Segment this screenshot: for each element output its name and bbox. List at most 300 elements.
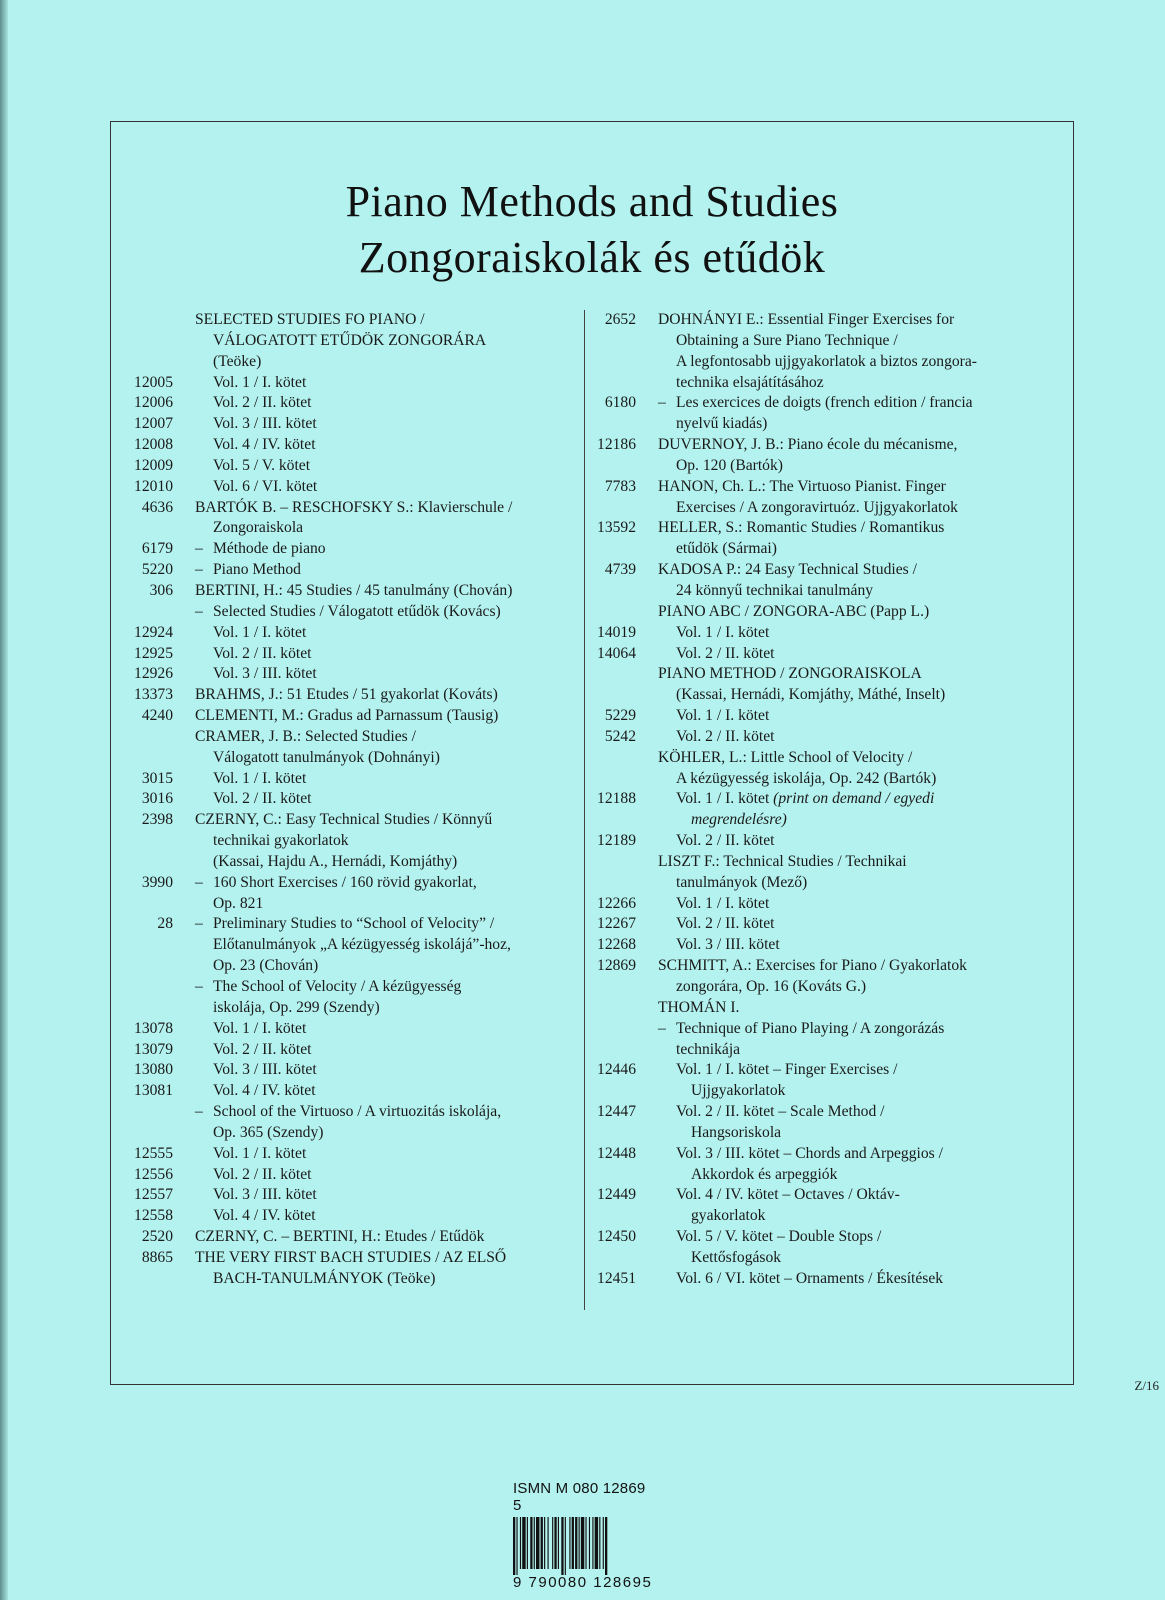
left-entry-line xyxy=(111,331,561,352)
entry-text: Vol. 1 / I. kötet xyxy=(213,373,307,391)
barcode-bar xyxy=(575,1517,577,1569)
left-entry-line xyxy=(111,477,561,498)
catalog-number: 3990 xyxy=(141,873,173,891)
catalog-column-right xyxy=(586,310,1066,1290)
entry-text: nyelvű kiadás) xyxy=(676,415,768,433)
catalog-number: 2520 xyxy=(141,1228,173,1246)
barcode-bar xyxy=(513,1517,515,1575)
entry-text: 24 könnyű technikai tanulmány xyxy=(676,581,874,599)
catalog-number xyxy=(586,539,636,560)
catalog-number: 13592 xyxy=(597,519,636,537)
left-entry-line xyxy=(111,1019,561,1040)
catalog-number: 12925 xyxy=(134,644,173,662)
entry-text: – Méthode de piano xyxy=(195,540,326,558)
barcode-bar xyxy=(581,1517,584,1569)
entry-text: Vol. 3 / III. kötet xyxy=(213,415,317,433)
left-entry-line xyxy=(111,685,561,706)
right-entry-line xyxy=(586,1269,1066,1290)
entry-text: – The School of Velocity / A kézügyesség xyxy=(195,978,462,995)
catalog-number: 3015 xyxy=(141,769,173,787)
catalog-number xyxy=(586,1040,636,1061)
entry-text: Vol. 3 / III. kötet xyxy=(213,1186,317,1204)
left-entry-line xyxy=(111,998,561,1019)
entry-text: Zongoraiskola xyxy=(213,519,304,537)
barcode-bar xyxy=(572,1517,574,1569)
entry-text: Vol. 1 / I. kötet xyxy=(213,623,307,641)
left-entry-line xyxy=(111,414,561,435)
left-entry-line xyxy=(111,393,561,414)
barcode-bar xyxy=(569,1517,570,1569)
catalog-number xyxy=(586,373,636,394)
left-entry-line xyxy=(111,935,561,956)
catalog-number xyxy=(586,331,636,352)
left-entry-line xyxy=(111,894,561,915)
entry-text: – Piano Method xyxy=(195,561,301,579)
right-entry-line xyxy=(586,1185,1066,1206)
right-entry-line xyxy=(586,1019,1066,1040)
entry-text: VÁLOGATOTT ETŰDÖK ZONGORÁRA xyxy=(213,331,487,349)
left-entry-line xyxy=(111,1060,561,1081)
entry-text: etűdök (Sármai) xyxy=(676,540,777,558)
entry-text: – Les exercices de doigts (french edition / francia xyxy=(658,394,973,412)
entry-text: Vol. 2 / II. kötet xyxy=(213,790,312,808)
barcode-bar xyxy=(558,1517,559,1569)
catalog-number: 6180 xyxy=(604,394,636,412)
catalog-number xyxy=(586,998,636,1019)
catalog-number: 12447 xyxy=(597,1103,636,1121)
barcode-bar xyxy=(516,1517,517,1575)
catalog-number xyxy=(586,685,636,706)
left-entry-line xyxy=(111,1165,561,1186)
entry-text: – Preliminary Studies to “School of Velocity” / xyxy=(195,915,495,933)
catalog-number: 12558 xyxy=(134,1207,173,1225)
left-entry-line xyxy=(111,664,561,685)
catalog-number xyxy=(586,977,636,998)
right-entry-line xyxy=(586,435,1066,456)
entry-text: Előtanulmányok „A kézügyesség iskolájá”-hoz, xyxy=(213,936,511,954)
entry-text: Vol. 4 / IV. kötet xyxy=(213,1207,316,1225)
right-entry-line xyxy=(586,1060,1066,1081)
entry-text: PIANO ABC / ZONGORA-ABC (Papp L.) xyxy=(658,602,930,620)
right-entry-line xyxy=(586,789,1066,810)
entry-text: PIANO METHOD / ZONGORAISKOLA xyxy=(658,665,922,683)
right-entry-line xyxy=(586,831,1066,852)
catalog-number: 2652 xyxy=(604,311,636,328)
entry-text: (Kassai, Hajdu A., Hernádi, Komjáthy) xyxy=(213,852,458,870)
right-entry-line xyxy=(586,352,1066,373)
catalog-number: 12188 xyxy=(597,790,636,808)
entry-text: LISZT F.: Technical Studies / Technikai xyxy=(658,852,907,870)
entry-text: – School of the Virtuoso / A virtuozitás iskolája, xyxy=(195,1103,502,1121)
entry-text: Ujjgyakorlatok xyxy=(691,1082,786,1100)
catalog-number xyxy=(111,831,173,852)
right-entry-line xyxy=(586,1206,1066,1227)
entry-text: CRAMER, J. B.: Selected Studies / xyxy=(195,727,416,745)
barcode-bar xyxy=(592,1517,593,1569)
entry-text: Exercises / A zongoravirtuóz. Ujjgyakorlatok xyxy=(676,498,958,516)
left-entry-line xyxy=(111,435,561,456)
barcode-bar xyxy=(595,1517,598,1569)
catalog-number xyxy=(111,352,173,373)
barcode-bar xyxy=(605,1517,607,1575)
catalog-number xyxy=(111,852,173,873)
left-entry-line xyxy=(111,560,561,581)
right-entry-line xyxy=(586,706,1066,727)
catalog-number: 4739 xyxy=(604,561,636,579)
catalog-number: 12009 xyxy=(134,456,173,474)
left-entry-line xyxy=(111,373,561,394)
catalog-number xyxy=(111,977,173,998)
catalog-frame xyxy=(110,121,1074,1385)
catalog-number xyxy=(111,1269,173,1290)
entry-text: Vol. 3 / III. kötet xyxy=(213,665,317,683)
catalog-number xyxy=(111,331,173,352)
catalog-number: 13079 xyxy=(134,1040,173,1058)
right-entry-line xyxy=(586,664,1066,685)
left-entry-line xyxy=(111,1123,561,1144)
right-entry-line xyxy=(586,1227,1066,1248)
right-entry-line xyxy=(586,331,1066,352)
entry-text: (Kassai, Hernádi, Komjáthy, Máthé, Inselt) xyxy=(676,686,946,704)
right-entry-line xyxy=(586,414,1066,435)
catalog-number: 13373 xyxy=(134,686,173,704)
catalog-number: 2398 xyxy=(141,811,173,829)
entry-text: technikai gyakorlatok xyxy=(213,832,349,850)
catalog-number: 12869 xyxy=(597,957,636,975)
catalog-number: 12268 xyxy=(597,936,636,954)
barcode-bar xyxy=(548,1517,549,1569)
barcode-bar xyxy=(544,1517,545,1569)
entry-text: Hangsoriskola xyxy=(691,1123,782,1141)
left-entry-line xyxy=(111,727,561,748)
entry-text: Vol. 1 / I. kötet – Finger Exercises / xyxy=(676,1061,898,1079)
barcode-bar xyxy=(603,1517,604,1569)
catalog-number xyxy=(586,748,636,769)
left-entry-line xyxy=(111,831,561,852)
catalog-number xyxy=(111,727,173,748)
entry-text: Vol. 3 / III. kötet xyxy=(676,936,780,954)
catalog-number xyxy=(111,518,173,539)
catalog-number: 12926 xyxy=(134,665,173,683)
left-entry-line xyxy=(111,1102,561,1123)
left-entry-line xyxy=(111,539,561,560)
entry-text: Válogatott tanulmányok (Dohnányi) xyxy=(213,748,440,766)
entry-text: Vol. 3 / III. kötet xyxy=(213,1061,317,1079)
catalog-number: 8865 xyxy=(141,1248,173,1266)
catalog-number: 12010 xyxy=(134,477,173,495)
barcode-bar xyxy=(541,1517,543,1569)
entry-text: BARTÓK B. – RESCHOFSKY S.: Klavierschule / xyxy=(195,498,513,516)
catalog-number xyxy=(586,810,636,831)
entry-text: Op. 365 (Szendy) xyxy=(213,1123,324,1141)
right-entry-line xyxy=(586,935,1066,956)
catalog-number xyxy=(111,998,173,1019)
entry-text: technikája xyxy=(676,1040,741,1058)
catalog-number xyxy=(586,1248,636,1269)
entry-text: zongorára, Op. 16 (Kováts G.) xyxy=(676,978,867,995)
right-entry-line xyxy=(586,644,1066,665)
column-divider xyxy=(584,310,585,1310)
right-entry-line xyxy=(586,1040,1066,1061)
entry-text: Vol. 4 / IV. kötet xyxy=(213,1082,316,1100)
barcode-bar xyxy=(530,1517,532,1569)
entry-text: Vol. 3 / III. kötet – Chords and Arpeggios / xyxy=(676,1144,943,1162)
entry-text: Vol. 2 / II. kötet xyxy=(213,1040,312,1058)
entry-text: CZERNY, C.: Easy Technical Studies / Könnyű xyxy=(195,811,493,829)
right-entry-line xyxy=(586,1165,1066,1186)
left-entry-line xyxy=(111,1248,561,1269)
catalog-number xyxy=(111,1123,173,1144)
right-entry-line xyxy=(586,518,1066,539)
barcode-bar xyxy=(536,1517,539,1569)
catalog-number: 5220 xyxy=(141,561,173,579)
entry-text: gyakorlatok xyxy=(691,1207,766,1225)
right-entry-line xyxy=(586,373,1066,394)
entry-text: Vol. 6 / VI. kötet – Ornaments / Ékesítések xyxy=(676,1269,944,1287)
right-entry-line xyxy=(586,456,1066,477)
barcode-bar xyxy=(599,1517,600,1569)
entry-text: Vol. 5 / V. kötet xyxy=(213,456,311,474)
left-entry-line xyxy=(111,1185,561,1206)
left-entry-line xyxy=(111,852,561,873)
entry-text: DOHNÁNYI E.: Essential Finger Exercises for xyxy=(658,311,955,328)
right-entry-line xyxy=(586,498,1066,519)
entry-text: Op. 23 (Chován) xyxy=(213,957,319,975)
right-entry-line xyxy=(586,581,1066,602)
entry-text: Kettősfogások xyxy=(691,1248,782,1266)
left-entry-line xyxy=(111,498,561,519)
right-entry-line xyxy=(586,539,1066,560)
catalog-number: 12008 xyxy=(134,436,173,454)
catalog-number xyxy=(586,873,636,894)
left-entry-line xyxy=(111,623,561,644)
catalog-number xyxy=(586,498,636,519)
entry-text: Vol. 2 / II. kötet – Scale Method / xyxy=(676,1103,885,1121)
left-entry-line xyxy=(111,1269,561,1290)
catalog-number xyxy=(586,414,636,435)
left-entry-line xyxy=(111,456,561,477)
right-entry-line xyxy=(586,1102,1066,1123)
right-entry-line xyxy=(586,477,1066,498)
right-entry-line xyxy=(586,560,1066,581)
left-entry-line xyxy=(111,602,561,623)
catalog-number: 12006 xyxy=(134,394,173,412)
barcode-bar xyxy=(589,1517,590,1569)
catalog-number: 13080 xyxy=(134,1061,173,1079)
right-entry-line xyxy=(586,310,1066,331)
left-entry-line xyxy=(111,914,561,935)
entry-text: BERTINI, H.: 45 Studies / 45 tanulmány (Chován) xyxy=(195,581,513,599)
entry-text: A legfontosabb ujjgyakorlatok a biztos zongora- xyxy=(676,352,977,370)
catalog-number: 6179 xyxy=(141,540,173,558)
title-english: Piano Methods and Studies xyxy=(345,177,839,226)
title-hungarian: Zongoraiskolák és etűdök xyxy=(358,233,826,282)
catalog-number xyxy=(111,956,173,977)
right-entry-line xyxy=(586,977,1066,998)
right-entry-line xyxy=(586,914,1066,935)
barcode-bar xyxy=(520,1517,521,1569)
catalog-number: 12007 xyxy=(134,415,173,433)
barcode xyxy=(513,1517,647,1575)
catalog-number xyxy=(586,456,636,477)
right-entry-line xyxy=(586,623,1066,644)
left-entry-line xyxy=(111,1081,561,1102)
entry-text: technika elsajátításához xyxy=(676,373,824,391)
left-entry-line xyxy=(111,789,561,810)
entry-text: KÖHLER, L.: Little School of Velocity / xyxy=(658,748,913,766)
entry-text: BACH-TANULMÁNYOK (Teöke) xyxy=(213,1269,436,1287)
catalog-number: 3016 xyxy=(141,790,173,808)
entry-text: Vol. 2 / II. kötet xyxy=(676,915,775,933)
entry-text: Vol. 2 / II. kötet xyxy=(676,644,775,662)
catalog-number xyxy=(586,769,636,790)
entry-text: SCHMITT, A.: Exercises for Piano / Gyakorlatok xyxy=(658,957,967,975)
entry-text: BRAHMS, J.: 51 Etudes / 51 gyakorlat (Kováts) xyxy=(195,686,498,704)
catalog-number xyxy=(586,1019,636,1040)
right-entry-line xyxy=(586,1144,1066,1165)
entry-text: Vol. 1 / I. kötet xyxy=(213,1019,307,1037)
right-entry-line xyxy=(586,873,1066,894)
left-entry-line xyxy=(111,518,561,539)
catalog-column-left xyxy=(111,310,561,1290)
catalog-number: 12448 xyxy=(597,1144,636,1162)
entry-text: Vol. 2 / II. kötet xyxy=(213,394,312,412)
catalog-number: 4636 xyxy=(141,498,173,516)
barcode-bar xyxy=(522,1517,525,1569)
right-entry-line xyxy=(586,852,1066,873)
catalog-number xyxy=(111,935,173,956)
right-entry-line xyxy=(586,810,1066,831)
entry-text: Akkordok és arpeggiók xyxy=(691,1165,838,1183)
left-entry-line xyxy=(111,1227,561,1248)
barcode-number: 9 790080 128695 xyxy=(513,1574,653,1591)
entry-text: CLEMENTI, M.: Gradus ad Parnassum (Tausig) xyxy=(195,707,499,725)
barcode-bar xyxy=(565,1517,566,1575)
left-entry-line xyxy=(111,748,561,769)
right-entry-line xyxy=(586,1123,1066,1144)
catalog-number xyxy=(586,1081,636,1102)
right-entry-line xyxy=(586,998,1066,1019)
catalog-number xyxy=(111,1102,173,1123)
entry-text: HANON, Ch. L.: The Virtuoso Pianist. Finger xyxy=(658,477,946,495)
catalog-number: 12446 xyxy=(597,1061,636,1079)
entry-text: Vol. 4 / IV. kötet xyxy=(213,436,316,454)
entry-text: Vol. 6 / VI. kötet xyxy=(213,477,318,495)
right-entry-line xyxy=(586,602,1066,623)
entry-text: Obtaining a Sure Piano Technique / xyxy=(676,331,898,349)
ismn-label: ISMN M 080 12869 5 xyxy=(513,1480,646,1514)
entry-text: Vol. 1 / I. kötet xyxy=(213,1144,307,1162)
catalog-number: 12450 xyxy=(597,1228,636,1246)
catalog-number: 14019 xyxy=(597,623,636,641)
catalog-number: 5229 xyxy=(604,707,636,725)
left-entry-line xyxy=(111,1206,561,1227)
entry-text: SELECTED STUDIES FO PIANO / xyxy=(195,311,425,328)
catalog-number: 5242 xyxy=(604,727,636,745)
right-entry-line xyxy=(586,685,1066,706)
catalog-number: 12451 xyxy=(597,1269,636,1287)
catalog-number xyxy=(586,602,636,623)
entry-text: THOMÁN I. xyxy=(658,998,740,1016)
entry-text: THE VERY FIRST BACH STUDIES / AZ ELSŐ xyxy=(195,1248,507,1266)
right-entry-line xyxy=(586,1248,1066,1269)
entry-text: Vol. 4 / IV. kötet – Octaves / Oktáv- xyxy=(676,1186,900,1204)
right-entry-line xyxy=(586,769,1066,790)
entry-text: – Technique of Piano Playing / A zongorázás xyxy=(658,1019,945,1037)
left-entry-line xyxy=(111,769,561,790)
entry-text: Vol. 1 / I. kötet xyxy=(676,623,770,641)
right-entry-line xyxy=(586,894,1066,915)
catalog-number: 13078 xyxy=(134,1019,173,1037)
catalog-number: 12555 xyxy=(134,1144,173,1162)
entry-text: iskolája, Op. 299 (Szendy) xyxy=(213,998,380,1016)
entry-text: Op. 821 xyxy=(213,894,264,912)
catalog-number: 7783 xyxy=(604,477,636,495)
catalog-number xyxy=(111,310,173,331)
catalog-number: 28 xyxy=(157,915,173,933)
left-entry-line xyxy=(111,977,561,998)
catalog-number: 12557 xyxy=(134,1186,173,1204)
entry-text: Vol. 1 / I. kötet xyxy=(676,707,770,725)
catalog-number xyxy=(586,581,636,602)
catalog-number xyxy=(111,602,173,623)
page-edge xyxy=(0,0,8,1600)
catalog-number: 12186 xyxy=(597,436,636,454)
barcode-bar xyxy=(534,1517,535,1569)
catalog-number: 14064 xyxy=(597,644,636,662)
barcode-bar xyxy=(527,1517,528,1569)
isbn-block xyxy=(513,1480,653,1591)
left-entry-line xyxy=(111,310,561,331)
entry-text: CZERNY, C. – BERTINI, H.: Etudes / Etűdök xyxy=(195,1228,485,1246)
entry-text: Vol. 5 / V. kötet – Double Stops / xyxy=(676,1228,882,1246)
barcode-bar xyxy=(561,1517,563,1575)
entry-text: Vol. 1 / I. kötet xyxy=(676,894,770,912)
barcode-bar xyxy=(579,1517,580,1569)
left-entry-line xyxy=(111,873,561,894)
barcode-bar xyxy=(585,1517,586,1569)
catalog-number xyxy=(586,1123,636,1144)
left-entry-line xyxy=(111,706,561,727)
entry-text: DUVERNOY, J. B.: Piano école du mécanisme, xyxy=(658,436,958,454)
catalog-number xyxy=(586,1206,636,1227)
left-entry-line xyxy=(111,1144,561,1165)
catalog-number: 4240 xyxy=(141,707,173,725)
catalog-number: 12556 xyxy=(134,1165,173,1183)
right-entry-line xyxy=(586,956,1066,977)
entry-text: tanulmányok (Mező) xyxy=(676,873,808,891)
catalog-number xyxy=(586,352,636,373)
entry-text: Vol. 2 / II. kötet xyxy=(676,832,775,850)
left-entry-line xyxy=(111,810,561,831)
right-entry-line xyxy=(586,393,1066,414)
entry-text: – Selected Studies / Válogatott etűdök (Kovács) xyxy=(195,602,501,620)
entry-text: Vol. 2 / II. kötet xyxy=(676,727,775,745)
catalog-number: 12189 xyxy=(597,832,636,850)
catalog-number: 12924 xyxy=(134,623,173,641)
catalog-number xyxy=(586,852,636,873)
entry-text: megrendelésre) xyxy=(691,811,787,829)
left-entry-line xyxy=(111,644,561,665)
catalog-number: 306 xyxy=(149,581,173,599)
catalog-number xyxy=(586,664,636,685)
catalog-number: 12266 xyxy=(597,894,636,912)
right-entry-line xyxy=(586,727,1066,748)
catalog-number: 12267 xyxy=(597,915,636,933)
catalog-number: 12449 xyxy=(597,1186,636,1204)
catalog-number xyxy=(111,894,173,915)
entry-text: Op. 120 (Bartók) xyxy=(676,456,783,474)
